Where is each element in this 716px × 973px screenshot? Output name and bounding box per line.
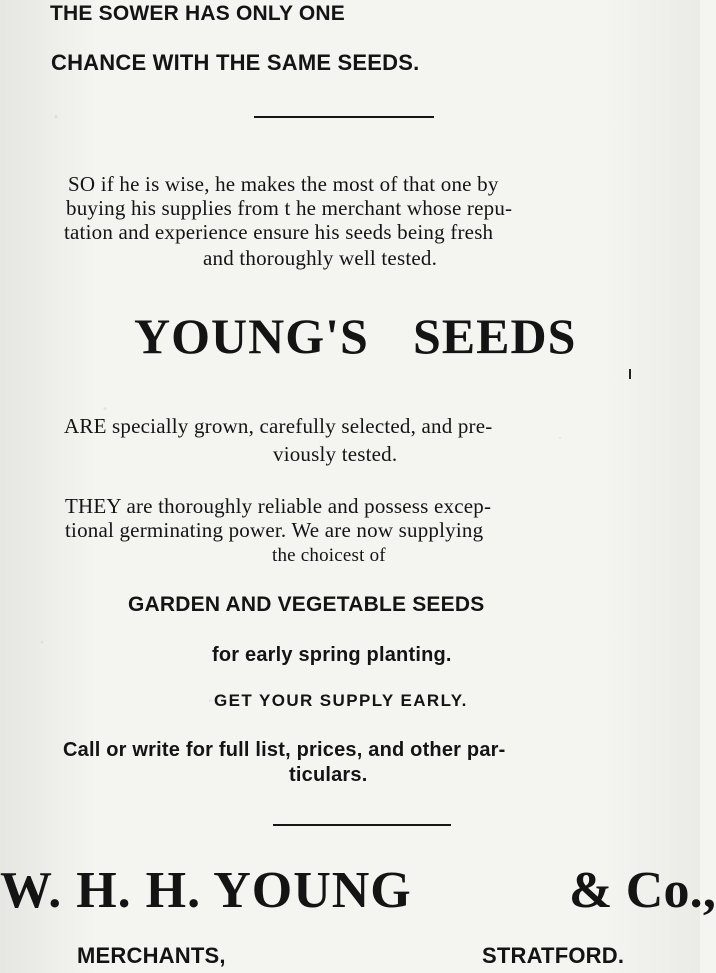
brand-title-right: SEEDS	[413, 308, 577, 364]
they-line-2: tional germinating power. We are now supplying	[65, 518, 484, 542]
intro-line-1: SO if he is wise, he makes the most of that one by	[68, 172, 499, 196]
company-suffix: & Co.,	[569, 862, 716, 919]
bottom-divider	[273, 824, 451, 826]
company-name: W. H. H. YOUNG	[0, 862, 412, 919]
footer-location: STRATFORD.	[482, 943, 625, 968]
headline-line-1: THE SOWER HAS ONLY ONE	[50, 2, 345, 25]
footer-role: MERCHANTS,	[77, 943, 226, 968]
supply-prompt: GET YOUR SUPPLY EARLY.	[214, 691, 468, 710]
headline-line-2: CHANCE WITH THE SAME SEEDS.	[51, 50, 420, 75]
they-line-3: the choicest of	[272, 545, 386, 566]
offer-subheading: for early spring planting.	[212, 644, 452, 666]
brand-title-left: YOUNG'S	[134, 308, 369, 364]
offer-heading: GARDEN AND VEGETABLE SEEDS	[128, 593, 485, 616]
intro-line-3: tation and experience ensure his seeds being fresh	[64, 220, 494, 244]
call-line-2: ticulars.	[289, 764, 368, 786]
are-line-2: viously tested.	[273, 442, 398, 466]
intro-line-4: and thoroughly well tested.	[203, 246, 438, 270]
they-line-1: THEY are thoroughly reliable and possess excep-	[65, 494, 492, 518]
call-line-1: Call or write for full list, prices, and other par-	[63, 739, 506, 761]
are-line-1: ARE specially grown, carefully selected, and pre-	[64, 414, 493, 438]
top-divider	[254, 116, 434, 118]
intro-line-2: buying his supplies from t he merchant whose repu-	[66, 196, 513, 220]
ink-mark	[629, 369, 631, 379]
